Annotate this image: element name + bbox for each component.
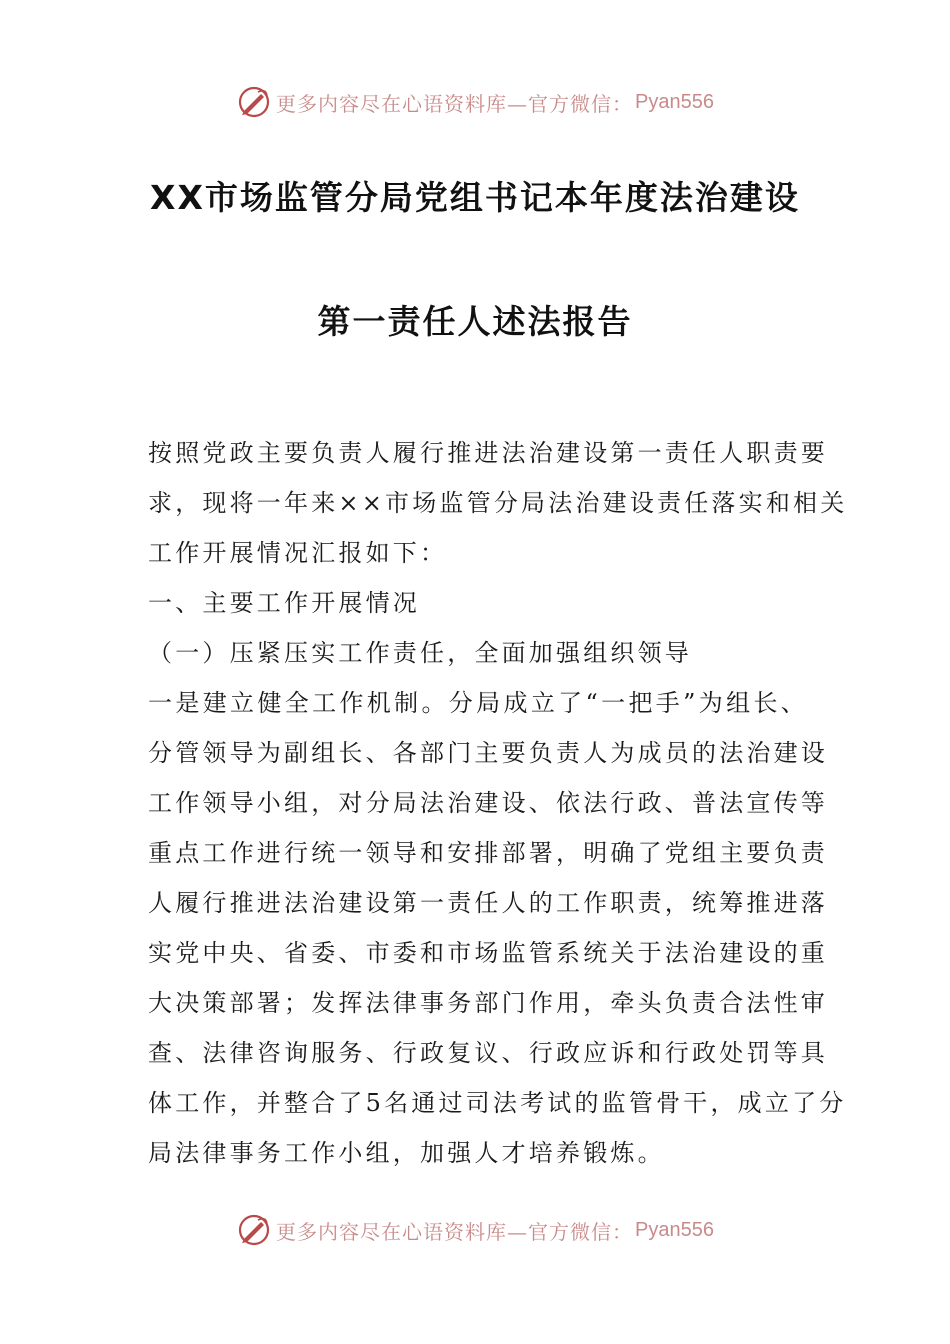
body-line: 大决策部署；发挥法律事务部门作用，牵头负责合法性审 — [148, 989, 828, 1017]
document-title-line-2: 第一责任人述法报告 — [317, 302, 633, 341]
body-line: 查、法律咨询服务、行政复议、行政应诉和行政处罚等具 — [148, 1039, 828, 1067]
watermark-text: 更多内容尽在心语资料库—官方微信： — [276, 91, 634, 116]
header-watermark — [0, 82, 950, 122]
body-line: 人履行推进法治建设第一责任人的工作职责，统筹推进落 — [148, 889, 828, 917]
footer-watermark — [0, 1210, 950, 1250]
body-line: 体工作，并整合了5名通过司法考试的监管骨干，成立了分 — [148, 1089, 847, 1117]
body-line: 一是建立健全工作机制。分局成立了“一把手”为组长、 — [148, 689, 808, 717]
body-line: 工作领导小组，对分局法治建设、依法行政、普法宣传等 — [148, 789, 828, 817]
body-line: 求，现将一年来××市场监管分局法治建设责任落实和相关 — [148, 489, 848, 517]
watermark-wechat-id: Pyan556 — [635, 90, 714, 113]
body-line: 按照党政主要负责人履行推进法治建设第一责任人职责要 — [148, 439, 828, 467]
document-title-line-1: XX市场监管分局党组书记本年度法治建设 — [150, 178, 800, 217]
pen-logo-icon — [236, 1212, 272, 1248]
section-heading: 一、主要工作开展情况 — [148, 589, 420, 617]
subsection-heading: （一）压紧压实工作责任，全面加强组织领导 — [148, 639, 692, 667]
document-body — [148, 428, 848, 1178]
body-line: 工作开展情况汇报如下： — [148, 539, 448, 567]
body-line: 重点工作进行统一领导和安排部署，明确了党组主要负责 — [148, 839, 828, 867]
body-line: 实党中央、省委、市委和市场监管系统关于法治建设的重 — [148, 939, 828, 967]
body-line: 分管领导为副组长、各部门主要负责人为成员的法治建设 — [148, 739, 828, 767]
watermark-text: 更多内容尽在心语资料库—官方微信： — [276, 1219, 634, 1244]
pen-logo-icon — [236, 84, 272, 120]
watermark-wechat-id: Pyan556 — [635, 1218, 714, 1241]
body-line: 局法律事务工作小组，加强人才培养锻炼。 — [148, 1139, 665, 1167]
